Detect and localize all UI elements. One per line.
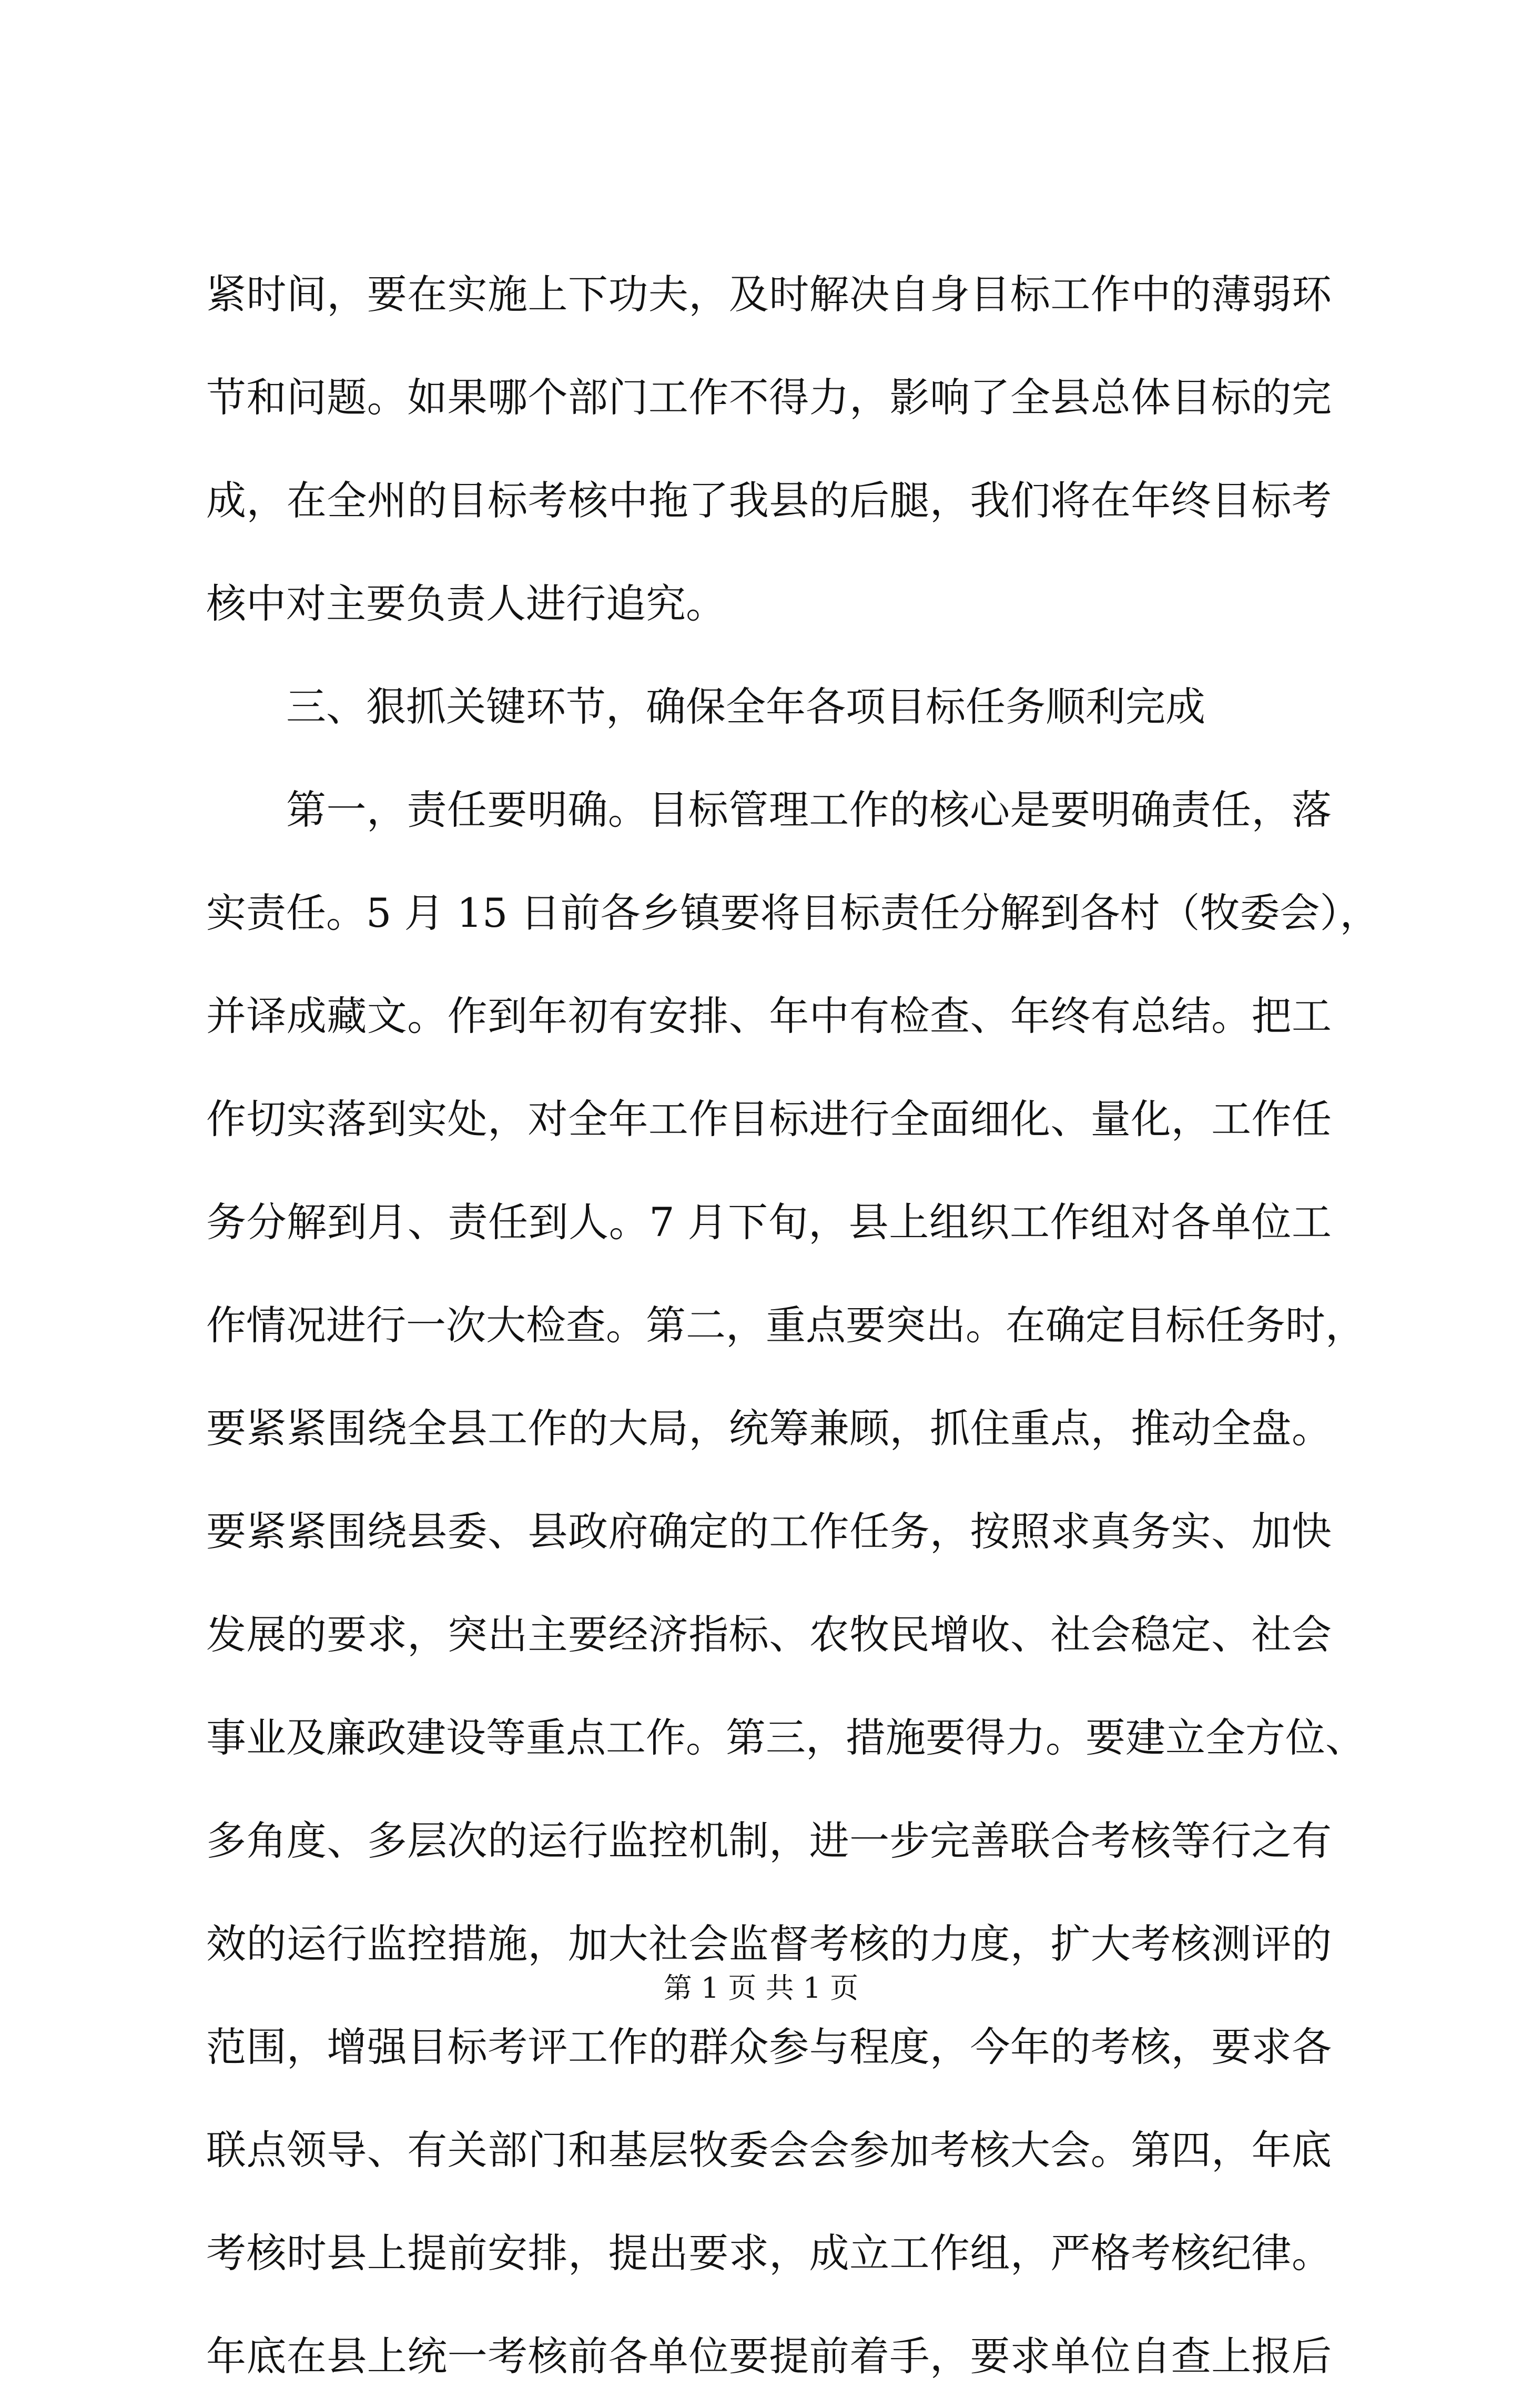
- text-line: 发展的要求，突出主要经济指标、农牧民增收、社会稳定、社会: [206, 1611, 1332, 1658]
- text-line: 成，在全州的目标考核中拖了我县的后腿，我们将在年终目标考: [206, 477, 1332, 524]
- text-line: 联点领导、有关部门和基层牧委会会参加考核大会。第四，年底: [206, 2127, 1332, 2173]
- text-line: 事业及廉政建设等重点工作。第三，措施要得力。要建立全方位、: [206, 1714, 1365, 1761]
- text-line: 务分解到月、责任到人。7 月下旬，县上组织工作组对各单位工: [206, 1199, 1332, 1246]
- text-line: 节和问题。如果哪个部门工作不得力，影响了全县总体目标的完: [206, 374, 1332, 421]
- text-line: 要紧紧围绕全县工作的大局，统筹兼顾，抓住重点，推动全盘。: [206, 1405, 1332, 1452]
- text-line: 范围，增强目标考评工作的群众参与程度，今年的考核，要求各: [206, 2023, 1332, 2070]
- text-line: 作切实落到实处，对全年工作目标进行全面细化、量化，工作任: [206, 1096, 1332, 1142]
- text-line: 第一，责任要明确。目标管理工作的核心是要明确责任，落: [286, 786, 1332, 833]
- section-heading: 三、狠抓关键环节，确保全年各项目标任务顺利完成: [286, 683, 1205, 730]
- text-line: 作情况进行一次大检查。第二，重点要突出。在确定目标任务时，: [206, 1302, 1365, 1349]
- text-line: 多角度、多层次的运行监控机制，进一步完善联合考核等行之有: [206, 1817, 1332, 1864]
- text-line: 要紧紧围绕县委、县政府确定的工作任务，按照求真务实、加快: [206, 1508, 1332, 1555]
- text-line: 考核时县上提前安排，提出要求，成立工作组，严格考核纪律。: [206, 2230, 1332, 2277]
- page-footer: 第 1 页 共 1 页: [663, 1971, 859, 2005]
- body-text: [206, 243, 1380, 2408]
- text-line: 实责任。5 月 15 日前各乡镇要将目标责任分解到各村（牧委会），: [206, 889, 1380, 936]
- text-line: 效的运行监控措施，加大社会监督考核的力度，扩大考核测评的: [206, 1920, 1332, 1967]
- text-line: 年底在县上统一考核前各单位要提前着手，要求单位自查上报后: [206, 2333, 1332, 2380]
- text-line: 并译成藏文。作到年初有安排、年中有检查、年终有总结。把工: [206, 993, 1332, 1039]
- text-line: 核中对主要负责人进行追究。: [206, 580, 726, 627]
- text-line: 紧时间，要在实施上下功夫，及时解决自身目标工作中的薄弱环: [206, 271, 1332, 318]
